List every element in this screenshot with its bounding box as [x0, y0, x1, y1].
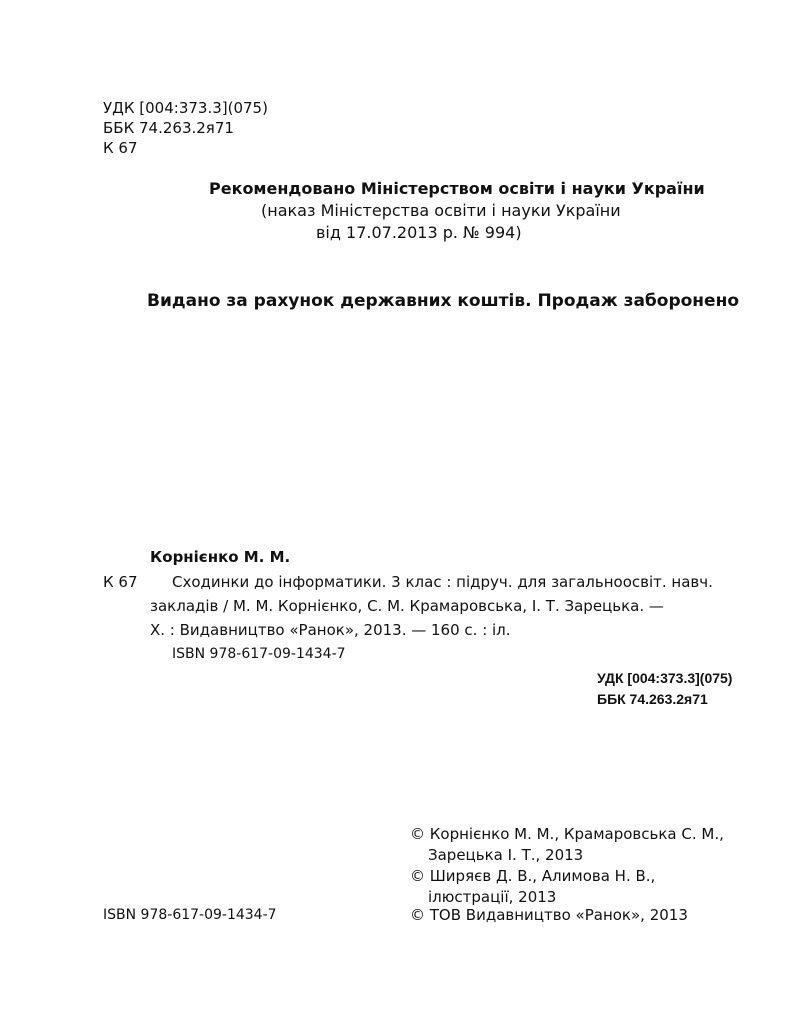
copyright-line-1: © Корнієнко М. М., Крамаровська С. М., [410, 825, 724, 843]
bib-udk: УДК [004:373.3](075) [597, 670, 733, 686]
recommendation-line-1: Рекомендовано Міністерством освіти і науки України [209, 179, 705, 198]
bib-bbk: ББК 74.263.2я71 [597, 691, 708, 707]
bib-isbn: ISBN 978-617-09-1434-7 [172, 646, 346, 662]
bib-mark: К 67 [103, 573, 138, 591]
copyright-line-2: Зарецька І. Т., 2013 [428, 846, 584, 864]
recommendation-line-2: (наказ Міністерства освіти і науки України [261, 201, 621, 220]
copyright-line-5: © ТОВ Видавництво «Ранок», 2013 [410, 906, 688, 924]
bib-line-3: Х. : Видавництво «Ранок», 2013. — 160 с. : іл. [150, 621, 511, 639]
funding-notice: Видано за рахунок державних коштів. Продаж заборонено [147, 291, 740, 311]
copyright-line-4: ілюстрації, 2013 [428, 888, 557, 906]
bib-line-2: закладів / М. М. Корнієнко, С. М. Крамаровська, І. Т. Зарецька. — [150, 597, 664, 615]
bib-author: Корнієнко М. М. [150, 548, 291, 566]
copyright-line-3: © Ширяєв Д. В., Алимова Н. В., [410, 867, 656, 885]
footer-isbn: ISBN 978-617-09-1434-7 [103, 907, 277, 923]
header-udk: УДК [004:373.3](075) [103, 99, 268, 117]
recommendation-line-3: від 17.07.2013 р. № 994) [316, 223, 522, 242]
header-author-mark: К 67 [103, 139, 138, 157]
bib-line-1: Сходинки до інформатики. 3 клас : підруч. для загальноосвіт. навч. [172, 573, 713, 591]
header-bbk: ББК 74.263.2я71 [103, 119, 234, 137]
